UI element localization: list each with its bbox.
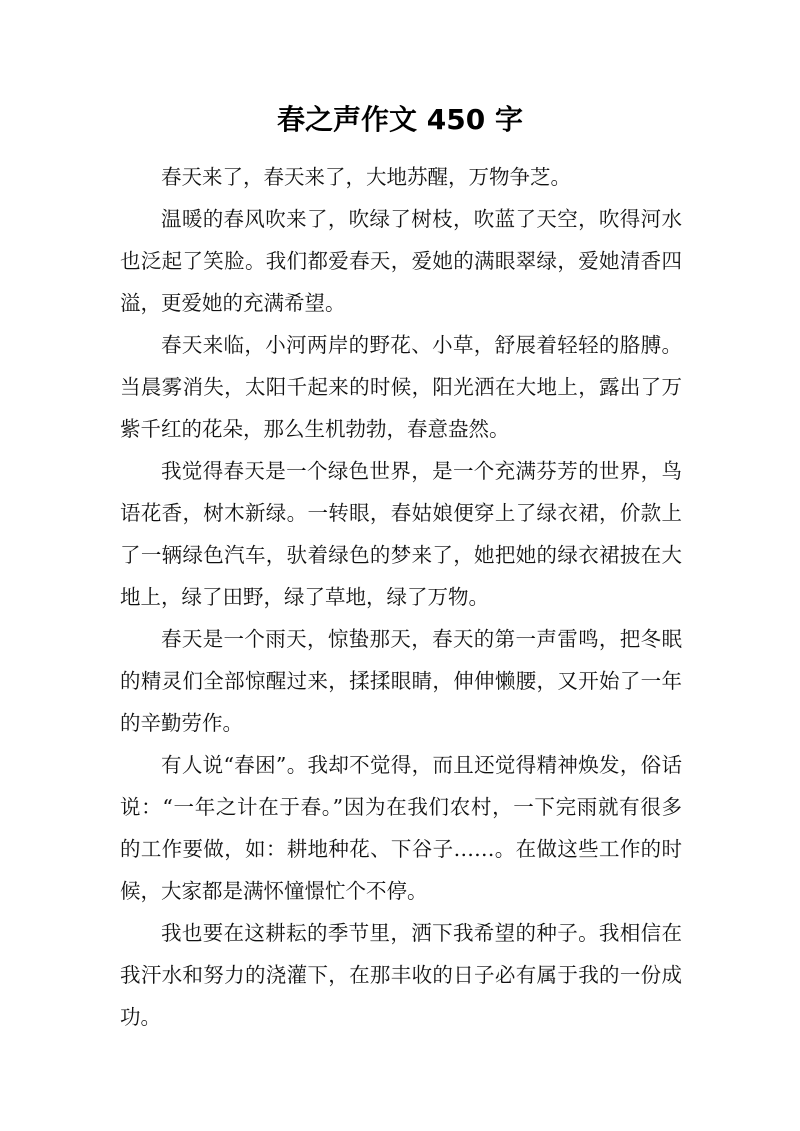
paragraph: 我也要在这耕耘的季节里，洒下我希望的种子。我相信在我汗水和努力的浇灌下，在那丰收的日子必有属于我的一份成功。 (120, 921, 682, 1029)
document-body (120, 156, 682, 1038)
paragraph: 春天来临，小河两岸的野花、小草，舒展着轻轻的胳膊。当晨雾消失，太阳千起来的时候，阳光洒在大地上，露出了万紫千红的花朵，那么生机勃勃，春意盎然。 (120, 333, 682, 441)
paragraph: 我觉得春天是一个绿色世界，是一个充满芬芳的世界，鸟语花香，树木新绿。一转眼，春姑娘便穿上了绿衣裙，价款上了一辆绿色汽车，驮着绿色的梦来了，她把她的绿衣裙披在大地上，绿了田野，绿了草地，绿了万物。 (120, 459, 682, 609)
paragraph: 春天来了，春天来了，大地苏醒，万物争芝。 (161, 165, 571, 189)
paragraph: 有人说“春困”。我却不觉得，而且还觉得精神焕发，俗话说：“一年之计在于春。”因为在我们农村，一下完雨就有很多的工作要做，如：耕地种花、下谷子……。在做这些工作的时候，大家都是满怀憧憬忙个不停。 (120, 753, 682, 903)
document-title: 春之声作文 450 字 (277, 103, 523, 136)
paragraph: 春天是一个雨天，惊蛰那天，春天的第一声雷鸣，把冬眠的精灵们全部惊醒过来，揉揉眼睛，伸伸懒腰，又开始了一年的辛勤劳作。 (120, 627, 682, 735)
paragraph: 温暖的春风吹来了，吹绿了树枝，吹蓝了天空，吹得河水也泛起了笑脸。我们都爱春天，爱她的满眼翠绿，爱她清香四溢，更爱她的充满希望。 (120, 207, 682, 315)
